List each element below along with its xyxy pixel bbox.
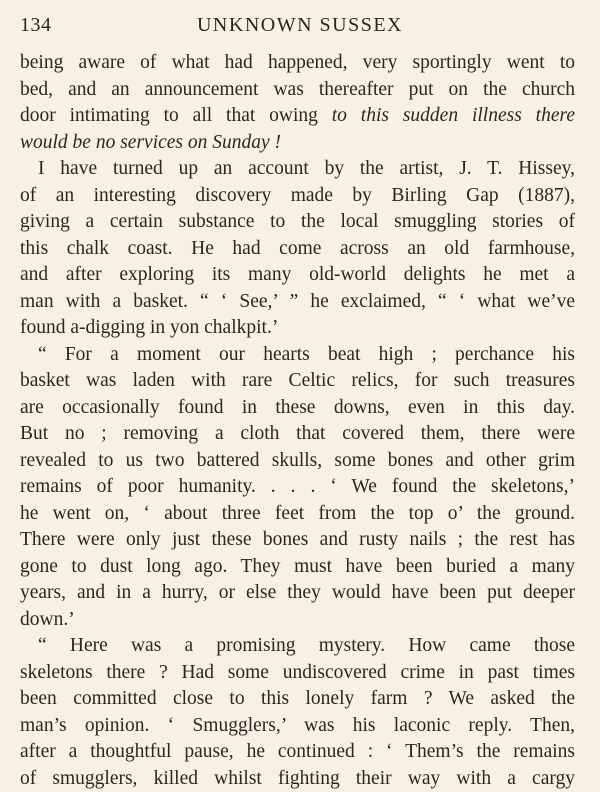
text-line: being aware of what had happened, very sportingly went to <box>20 50 575 77</box>
text-line: found a-digging in yon chalkpit.’ <box>20 315 575 342</box>
text-line: “ Here was a promising mystery. How came those <box>20 633 575 660</box>
text-line: of smugglers, killed whilst fighting their way with a cargy <box>20 766 575 792</box>
italic-text: would be no services on Sunday ! <box>20 132 281 153</box>
text-line: been committed close to this lonely farm ? We asked the <box>20 686 575 713</box>
text-line: man with a basket. “ ‘ See,’ ” he exclaimed, “ ‘ what we’ve <box>20 289 575 316</box>
text-line: revealed to us two battered skulls, some bones and other grim <box>20 448 575 475</box>
text-line: giving a certain substance to the local smuggling stories of <box>20 209 575 236</box>
text-line <box>20 130 575 157</box>
text-line: and after exploring its many old-world delights he met a <box>20 262 575 289</box>
text-line: bed, and an announcement was thereafter put on the church <box>20 77 575 104</box>
text-line: years, and in a hurry, or else they would have been put deeper <box>20 580 575 607</box>
running-title: UNKNOWN SUSSEX <box>20 14 580 37</box>
text-line: remains of poor humanity. . . . ‘ We found the skeletons,’ <box>20 474 575 501</box>
text-line: But no ; removing a cloth that covered them, there were <box>20 421 575 448</box>
page-number: 134 <box>20 14 52 37</box>
text-line: man’s opinion. ‘ Smugglers,’ was his laconic reply. Then, <box>20 713 575 740</box>
body-text <box>20 50 575 792</box>
italic-text: to this sudden illness there <box>332 105 575 126</box>
text-line: this chalk coast. He had come across an old farmhouse, <box>20 236 575 263</box>
text-line: door intimating to all that owing to this sudden illness there <box>20 103 575 130</box>
text-line: are occasionally found in these downs, even in this day. <box>20 395 575 422</box>
text-line: basket was laden with rare Celtic relics, for such treasures <box>20 368 575 395</box>
text-line: “ For a moment our hearts beat high ; perchance his <box>20 342 575 369</box>
text-line: skeletons there ? Had some undiscovered crime in past times <box>20 660 575 687</box>
text-line: of an interesting discovery made by Birling Gap (1887), <box>20 183 575 210</box>
text-line: he went on, ‘ about three feet from the top o’ the ground. <box>20 501 575 528</box>
page-header <box>20 14 580 40</box>
text-line: gone to dust long ago. They must have been buried a many <box>20 554 575 581</box>
text-line: after a thoughtful pause, he continued : ‘ Them’s the remains <box>20 739 575 766</box>
text-line: down.’ <box>20 607 575 634</box>
text-line: I have turned up an account by the artist, J. T. Hissey, <box>20 156 575 183</box>
text-line: There were only just these bones and rusty nails ; the rest has <box>20 527 575 554</box>
